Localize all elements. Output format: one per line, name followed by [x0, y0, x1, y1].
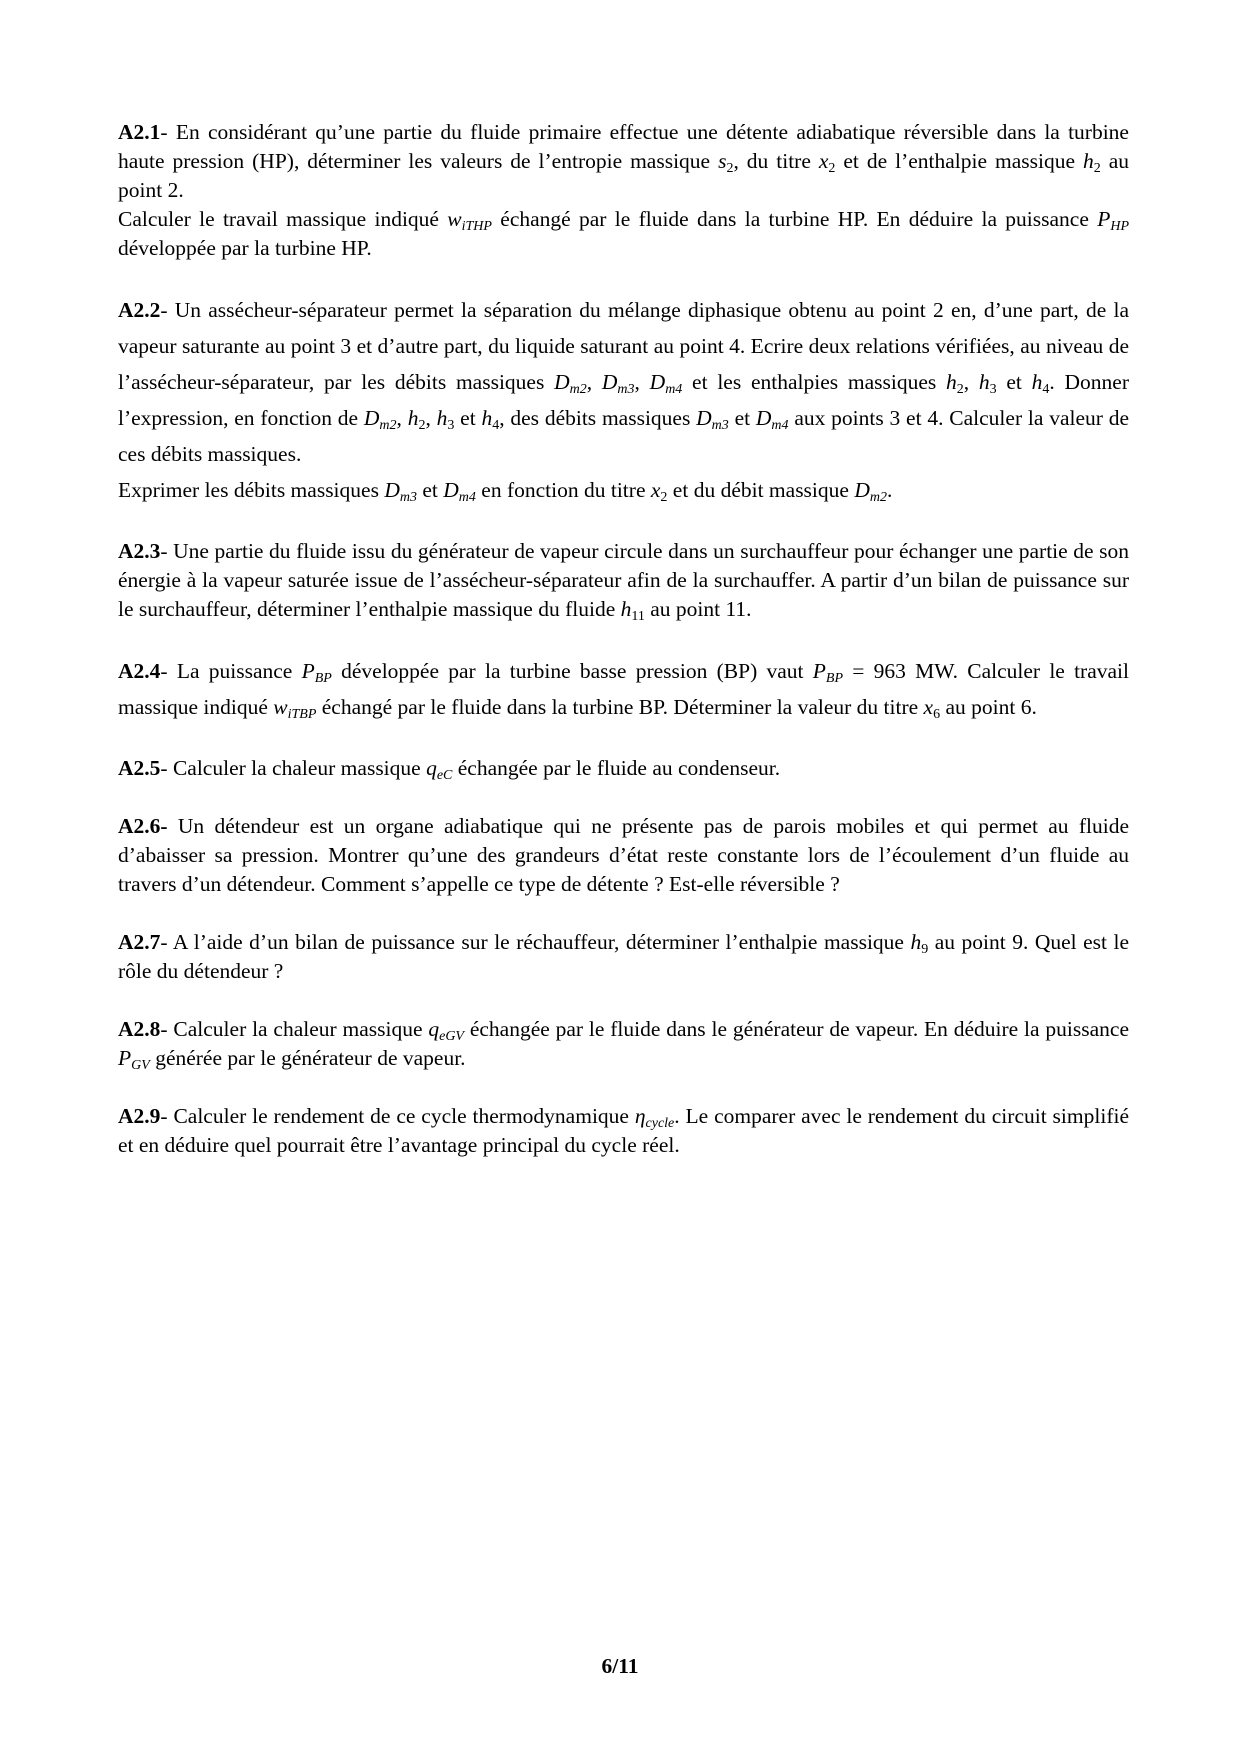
math-variable: w: [447, 207, 462, 231]
text-run: Exprimer les débits massiques: [118, 478, 385, 502]
math-symbol: [118, 1046, 150, 1073]
math-subscript: cycle: [645, 1116, 675, 1131]
question-number: A2.6-: [118, 814, 168, 838]
math-symbol: [407, 406, 426, 433]
math-variable: h: [946, 370, 957, 394]
text-run: Calculer le rendement de ce cycle thermodynamique: [173, 1104, 635, 1128]
math-variable: h: [910, 930, 922, 954]
question-a2-4: [118, 653, 1129, 725]
question-separator: -: [160, 120, 176, 144]
text-run: Un détendeur est un organe adiabatique qui ne présente pas de parois mobiles et qui permet au fluide d’abaisser sa pression. Montrer qu’une des grandeurs d’état reste constante lors de l’écoulement d’un fluide au travers d’un détendeur. Comment s’appelle ce type de détente ? Est-elle réversible ?: [118, 814, 1130, 896]
math-variable: h: [436, 406, 448, 430]
math-symbol: [620, 597, 645, 624]
math-subscript: 4: [492, 418, 500, 433]
math-symbol: [384, 478, 417, 505]
math-variable: P: [118, 1046, 132, 1070]
text-run: échangé par le fluide dans la turbine BP. Déterminer la valeur du titre: [316, 695, 924, 719]
math-subscript: HP: [1110, 219, 1130, 234]
text-run: et: [454, 406, 482, 430]
math-subscript: iTBP: [287, 707, 317, 722]
question-a2-6: [118, 812, 1129, 899]
math-symbol: [818, 149, 836, 176]
math-subscript: 2: [726, 161, 734, 176]
math-symbol: [649, 370, 683, 397]
question-number: A2.9: [118, 1104, 161, 1128]
math-variable: P: [1097, 207, 1111, 231]
math-variable: P: [301, 659, 315, 683]
text-run: et de l’enthalpie massique: [835, 149, 1083, 173]
math-subscript: m4: [771, 418, 789, 433]
math-symbol: [755, 406, 789, 433]
math-subscript: 2: [828, 161, 836, 176]
math-symbol: [301, 659, 332, 686]
math-variable: D: [554, 370, 570, 394]
math-subscript: m4: [665, 382, 683, 397]
question-separator: -: [160, 1017, 174, 1041]
question-a2-2: [118, 292, 1129, 508]
math-subscript: 6: [933, 707, 941, 722]
math-variable: D: [854, 478, 870, 502]
question-number: A2.3: [118, 539, 161, 563]
text-run: échangée par le fluide dans le générateur de vapeur. En déduire la puissance: [464, 1017, 1129, 1041]
math-subscript: 11: [631, 609, 645, 624]
text-run: au point 6.: [940, 695, 1037, 719]
text-run: générée par le générateur de vapeur.: [149, 1046, 466, 1070]
math-variable: h: [481, 406, 493, 430]
text-run: En considérant qu’une partie du fluide primaire effectue une détente adiabatique réversible dans la turbine haute pression (HP), déterminer les valeurs de l’entropie massique: [118, 120, 1129, 173]
math-subscript: m4: [458, 490, 476, 505]
math-symbol: [436, 406, 455, 433]
math-subscript: eC: [436, 768, 453, 783]
math-variable: h: [1031, 370, 1043, 394]
math-variable: w: [273, 695, 288, 719]
question-number: A2.7: [118, 930, 161, 954]
text-run: . Le comparer avec le rendement du circuit simplifié et en déduire quel pourrait être l’avantage principal du cycle réel.: [118, 1104, 1129, 1157]
text-run: ,: [425, 406, 437, 430]
math-variable: x: [923, 695, 934, 719]
math-symbol: [634, 1104, 675, 1131]
question-separator: -: [160, 1104, 174, 1128]
math-variable: q: [428, 1017, 440, 1041]
math-symbol: [1082, 149, 1101, 176]
math-variable: D: [443, 478, 459, 502]
question-a2-8: [118, 1015, 1129, 1073]
math-subscript: GV: [131, 1058, 150, 1073]
text-run: développée par la turbine basse pression (BP) vaut: [331, 659, 813, 683]
math-subscript: BP: [825, 671, 844, 686]
text-run: , des débits massiques: [499, 406, 697, 430]
text-run: et: [996, 370, 1032, 394]
question-number: A2.4: [118, 659, 161, 683]
text-run: . Donner l’expression, en fonction de: [118, 370, 1129, 430]
question-a2-9: [118, 1102, 1129, 1160]
text-run: La puissance: [176, 659, 302, 683]
text-run: et: [416, 478, 444, 502]
text-run: au point 11.: [644, 597, 752, 621]
math-subscript: 2: [956, 382, 964, 397]
text-run: aux points 3 et 4. Calculer la valeur de ces débits massiques.: [118, 406, 1129, 466]
math-symbol: [923, 695, 941, 722]
math-symbol: [812, 659, 844, 686]
math-symbol: [946, 370, 964, 397]
text-run: au point 2.: [118, 149, 1129, 202]
math-symbol: [554, 370, 587, 397]
text-run: développée par la turbine HP.: [118, 236, 372, 260]
math-symbol: [601, 370, 635, 397]
math-subscript: 3: [989, 382, 997, 397]
math-variable: x: [818, 149, 829, 173]
math-variable: D: [384, 478, 400, 502]
math-symbol: [363, 406, 397, 433]
math-symbol: [447, 207, 492, 234]
math-subscript: m3: [617, 382, 635, 397]
math-symbol: [481, 406, 500, 433]
text-run: ,: [396, 406, 408, 430]
math-symbol: [978, 370, 997, 397]
math-symbol: [443, 478, 476, 505]
question-a2-1: [118, 118, 1129, 263]
text-run: ,: [586, 370, 602, 394]
math-variable: D: [649, 370, 666, 394]
math-variable: q: [426, 756, 437, 780]
question-number: A2.8: [118, 1017, 161, 1041]
questions-list: [118, 118, 1129, 1189]
question-number: A2.1: [118, 120, 161, 144]
question-number: A2.2: [118, 298, 161, 322]
math-symbol: [910, 930, 929, 957]
math-subscript: 2: [1093, 161, 1101, 176]
text-run: ,: [963, 370, 979, 394]
text-run: et: [728, 406, 756, 430]
math-variable: h: [1082, 149, 1094, 173]
math-variable: h: [620, 597, 632, 621]
math-subscript: m2: [869, 490, 887, 505]
math-subscript: m3: [711, 418, 729, 433]
question-number: A2.5: [118, 756, 161, 780]
question-a2-7: [118, 928, 1129, 986]
text-run: Une partie du fluide issu du générateur de vapeur circule dans un surchauffeur pour échanger une partie de son énergie à la vapeur saturée issue de l’assécheur-séparateur afin de la surchauffer. A partir d’un bilan de puissance sur le surchauffeur, déterminer l’enthalpie massique du fluide: [118, 539, 1129, 621]
question-separator: -: [160, 298, 175, 322]
math-symbol: [428, 1017, 464, 1044]
question-separator: [168, 814, 178, 838]
math-symbol: [650, 478, 668, 505]
math-subscript: 4: [1042, 382, 1050, 397]
question-a2-5: [118, 754, 1129, 783]
question-separator: -: [160, 539, 174, 563]
math-subscript: m3: [399, 490, 417, 505]
math-subscript: 9: [921, 942, 929, 957]
text-run: ,: [634, 370, 650, 394]
text-run: Calculer le travail massique indiqué: [118, 207, 448, 231]
math-variable: s: [718, 149, 727, 173]
math-symbol: [273, 695, 317, 722]
math-symbol: [854, 478, 887, 505]
math-subscript: 2: [418, 418, 426, 433]
math-variable: x: [650, 478, 661, 502]
text-run: .: [886, 478, 893, 502]
question-separator: -: [160, 659, 177, 683]
math-variable: D: [755, 406, 772, 430]
math-subscript: 3: [447, 418, 455, 433]
question-a2-3: [118, 537, 1129, 624]
math-subscript: m2: [379, 418, 397, 433]
math-subscript: BP: [314, 671, 332, 686]
math-variable: D: [696, 406, 712, 430]
text-run: en fonction du titre: [475, 478, 651, 502]
question-separator: -: [160, 756, 173, 780]
math-variable: D: [363, 406, 380, 430]
text-run: , du titre: [733, 149, 819, 173]
math-symbol: [426, 756, 453, 783]
text-run: au point 9. Quel est le rôle du détendeur ?: [118, 930, 1130, 983]
text-run: Calculer la chaleur massique: [173, 1017, 429, 1041]
math-symbol: [696, 406, 729, 433]
text-run: A l’aide d’un bilan de puissance sur le réchauffeur, déterminer l’enthalpie massique: [172, 930, 911, 954]
math-symbol: [1097, 207, 1130, 234]
math-subscript: m2: [569, 382, 587, 397]
math-variable: D: [601, 370, 618, 394]
math-variable: h: [978, 370, 990, 394]
math-variable: η: [634, 1104, 646, 1128]
text-run: Calculer la chaleur massique: [172, 756, 427, 780]
text-run: = 963 MW. Calculer le travail massique indiqué: [118, 659, 1129, 719]
text-run: et les enthalpies massiques: [682, 370, 946, 394]
math-subscript: eGV: [439, 1029, 464, 1044]
math-symbol: [1031, 370, 1050, 397]
math-symbol: [718, 149, 734, 176]
text-run: Un assécheur-séparateur permet la séparation du mélange diphasique obtenu au point 2 en, d’une part, de la vapeur saturante au point 3 et d’autre part, du liquide saturant au point 4. Ecrire deux relations vérifiées, au niveau de l’assécheur-séparateur, par les débits massiques: [118, 298, 1129, 394]
question-separator: -: [160, 930, 173, 954]
math-variable: P: [812, 659, 826, 683]
text-run: échangé par le fluide dans la turbine HP. En déduire la puissance: [491, 207, 1098, 231]
math-variable: h: [407, 406, 419, 430]
math-subscript: iTHP: [461, 219, 492, 234]
text-run: échangée par le fluide au condenseur.: [452, 756, 781, 780]
math-subscript: 2: [660, 490, 668, 505]
page-number: 6/11: [601, 1654, 639, 1678]
text-run: et du débit massique: [667, 478, 855, 502]
